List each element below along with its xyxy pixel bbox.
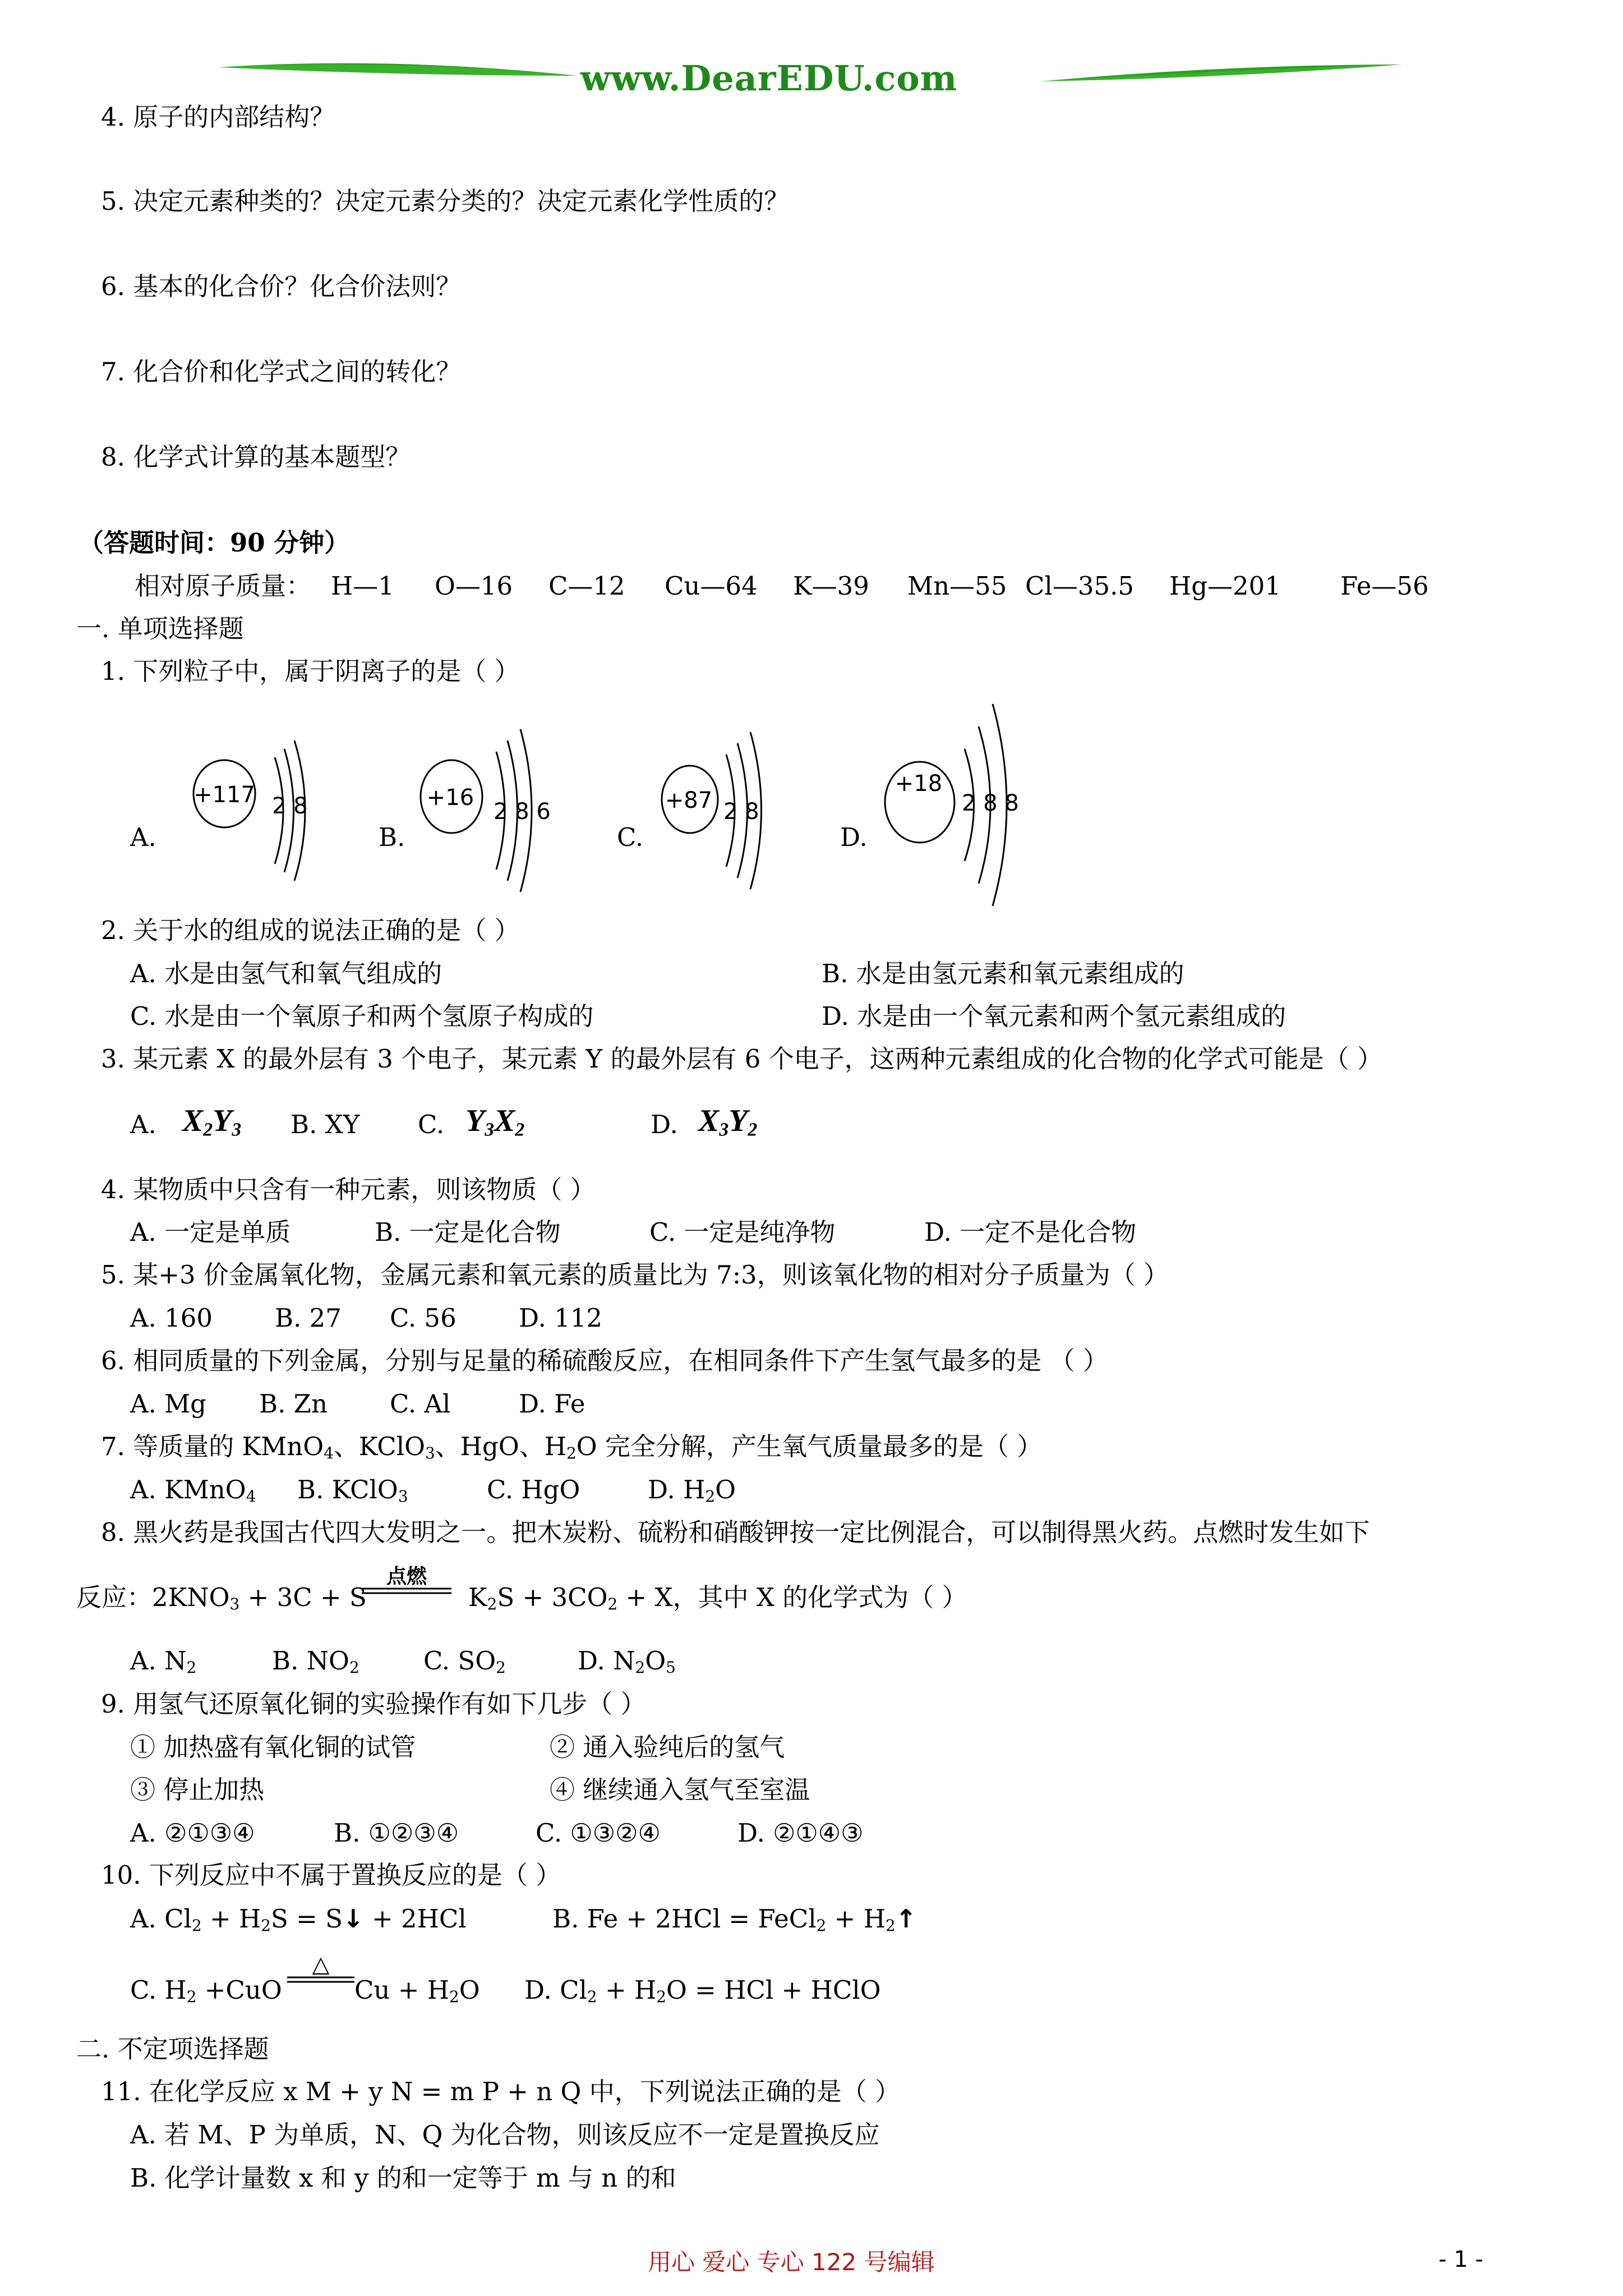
q7-option-d: D. $H_2O$ bbox=[648, 1475, 736, 1506]
q9-option-a: A. ②①③④ bbox=[130, 1818, 255, 1848]
q7-stem: 7. 等质量的 KMnO$_4$、KClO$_3$、HgO、$H_2O$ 完全分解，产生氧气质量最多的是（ ） bbox=[101, 1432, 1043, 1463]
svg-text:点燃: 点燃 bbox=[386, 1565, 427, 1588]
atomic-mass-item: Cl—35.5 bbox=[1025, 571, 1135, 601]
q3-option-c-formula: Y3X2 bbox=[465, 1103, 525, 1140]
q5-option-b: B. 27 bbox=[275, 1303, 342, 1333]
q6-option-a: A. Mg bbox=[130, 1389, 206, 1419]
svg-text:+18: +18 bbox=[895, 771, 943, 797]
q6-stem: 6. 相同质量的下列金属，分别与足量的稀硫酸反应，在相同条件下产生氢气最多的是 （ ） bbox=[101, 1346, 1108, 1375]
site-logo-text: www.DearEDU.com bbox=[580, 58, 958, 99]
q9-option-c: C. ①③②④ bbox=[536, 1818, 661, 1848]
atomic-mass-item: Cu—64 bbox=[665, 571, 758, 601]
q9-step-2: ② 通入验纯后的氢气 bbox=[550, 1732, 785, 1762]
atomic-mass-item: H—1 bbox=[331, 571, 394, 601]
q6-option-d: D. Fe bbox=[519, 1389, 585, 1419]
q1-atom-c-diagram bbox=[653, 721, 799, 903]
q4-option-b: B. 一定是化合物 bbox=[375, 1217, 561, 1247]
q3-option-a-formula: X2Y3 bbox=[182, 1103, 242, 1140]
q9-option-b: B. ①②③④ bbox=[334, 1818, 459, 1848]
q1-atom-d-diagram bbox=[872, 693, 1057, 914]
q1-atom-b-diagram bbox=[415, 718, 583, 905]
q10-stem: 10. 下列反应中不属于置换反应的是（ ） bbox=[101, 1860, 561, 1890]
atomic-masses-label: 相对原子质量： bbox=[135, 571, 312, 601]
q10-option-b: B. Fe + 2HCl = FeCl$_2$ + $H_2↑$ bbox=[552, 1904, 917, 1935]
svg-text:2 8: 2 8 bbox=[272, 793, 308, 819]
q9-step-1: ① 加热盛有氧化铜的试管 bbox=[130, 1732, 416, 1762]
atomic-mass-item: C—12 bbox=[548, 571, 625, 601]
q2-stem: 2. 关于水的组成的说法正确的是（ ） bbox=[101, 915, 520, 945]
q5-option-c: C. 56 bbox=[390, 1303, 457, 1333]
footer-note: 用心 爱心 专心 122 号编辑 bbox=[648, 2248, 935, 2276]
q2-option-a: A. 水是由氢气和氧气组成的 bbox=[130, 959, 442, 988]
q7-option-a: A. KMnO$_4$ bbox=[130, 1475, 256, 1506]
atomic-mass-item: K—39 bbox=[793, 571, 869, 601]
q7-option-c: C. HgO bbox=[487, 1475, 580, 1504]
svg-text:+16: +16 bbox=[426, 785, 474, 811]
svg-text:+117: +117 bbox=[193, 782, 255, 808]
q5-option-a: A. 160 bbox=[130, 1303, 213, 1333]
atomic-mass-item: Hg—201 bbox=[1169, 571, 1281, 601]
q11-stem: 11. 在化学反应 x M + y N = m P + n Q 中，下列说法正确的是（ ） bbox=[101, 2077, 901, 2106]
q9-option-d: D. ②①④③ bbox=[737, 1818, 864, 1848]
q4-option-d: D. 一定不是化合物 bbox=[924, 1217, 1137, 1247]
q3-option-d-formula: X3Y2 bbox=[698, 1103, 758, 1140]
q1-option-c-label: C. bbox=[617, 822, 644, 852]
review-q4: 4. 原子的内部结构？ bbox=[101, 102, 335, 132]
section-title-multi-choice: 二. 不定项选择题 bbox=[76, 2034, 269, 2064]
q6-option-b: B. Zn bbox=[259, 1389, 328, 1419]
section-title-single-choice: 一. 单项选择题 bbox=[76, 614, 244, 643]
q8-option-c: C. $SO_2$ bbox=[423, 1646, 506, 1677]
q4-option-c: C. 一定是纯净物 bbox=[649, 1217, 836, 1247]
time-note: （答题时间：90 分钟） bbox=[79, 528, 350, 558]
q3-option-a-label: A. bbox=[130, 1110, 156, 1139]
q8-option-d: D. $N_2O_5$ bbox=[578, 1646, 676, 1677]
atomic-mass-item: O—16 bbox=[435, 571, 513, 601]
q10-option-d: D. $Cl_2 + H_2O$ = HCl + HClO bbox=[524, 1975, 881, 2007]
q4-stem: 4. 某物质中只含有一种元素，则该物质（ ） bbox=[101, 1175, 596, 1204]
q9-step-4: ④ 继续通入氢气至室温 bbox=[550, 1775, 810, 1805]
q10-option-c-right: $Cu + H_2O$ bbox=[354, 1975, 480, 2007]
atomic-mass-item: Mn—55 bbox=[907, 571, 1007, 601]
q9-step-3: ③ 停止加热 bbox=[130, 1775, 265, 1805]
q8-option-a: A. $N_2$ bbox=[130, 1646, 197, 1677]
page-number: - 1 - bbox=[1438, 2247, 1483, 2272]
q3-stem: 3. 某元素 X 的最外层有 3 个电子，某元素 Y 的最外层有 6 个电子，这两种元素组成的化合物的化学式可能是（ ） bbox=[101, 1044, 1382, 1074]
svg-text:△: △ bbox=[312, 1952, 330, 1977]
q10-option-c-left: C. $H_2 +CuO$ bbox=[130, 1975, 282, 2007]
q2-option-c: C. 水是由一个氧原子和两个氢原子构成的 bbox=[130, 1001, 594, 1031]
svg-text:2 8 8: 2 8 8 bbox=[962, 790, 1019, 816]
q8-equation-right: $K_2S + 3CO_2 + X$，其中 X 的化学式为（ ） bbox=[468, 1582, 967, 1614]
q3-option-d-label: D. bbox=[651, 1110, 678, 1139]
q5-option-d: D. 112 bbox=[519, 1303, 602, 1333]
q11-option-a: A. 若 M、P 为单质，N、Q 为化合物，则该反应不一定是置换反应 bbox=[130, 2120, 880, 2150]
q10-option-a: A. $Cl_2 + H_2S$ = S↓ + 2HCl bbox=[130, 1904, 467, 1935]
review-q5: 5. 决定元素种类的？决定元素分类的？决定元素化学性质的？ bbox=[101, 186, 790, 216]
q5-stem: 5. 某+3 价金属氧化物，金属元素和氧元素的质量比为 7:3，则该氧化物的相对分子质量为（ ） bbox=[101, 1260, 1169, 1290]
q3-option-c-label: C. bbox=[418, 1110, 445, 1139]
atomic-mass-item: Fe—56 bbox=[1340, 571, 1429, 601]
svg-text:2 8 6: 2 8 6 bbox=[494, 799, 551, 825]
svg-text:2 8: 2 8 bbox=[723, 799, 759, 825]
q7-option-b: B. KClO$_3$ bbox=[297, 1475, 408, 1506]
q11-option-b: B. 化学计量数 x 和 y 的和一定等于 m 与 n 的和 bbox=[130, 2163, 676, 2193]
q10-heat-condition-arrow bbox=[287, 1949, 354, 1996]
q4-option-a: A. 一定是单质 bbox=[130, 1217, 291, 1247]
review-q7: 7. 化合价和化学式之间的转化？ bbox=[101, 357, 462, 386]
q1-option-a-label: A. bbox=[130, 822, 156, 852]
q1-stem: 1. 下列粒子中，属于阴离子的是（ ） bbox=[101, 656, 520, 686]
q1-atom-a-diagram bbox=[182, 729, 328, 894]
q1-option-d-label: D. bbox=[840, 822, 868, 852]
review-q6: 6. 基本的化合价？化合价法则？ bbox=[101, 272, 462, 301]
q1-option-b-label: B. bbox=[379, 822, 405, 852]
svg-text:+87: +87 bbox=[665, 788, 713, 813]
q2-option-b: B. 水是由氢元素和氧元素组成的 bbox=[822, 959, 1184, 988]
review-q8: 8. 化学式计算的基本题型？ bbox=[101, 442, 411, 472]
header-banner bbox=[219, 53, 1402, 98]
q6-option-c: C. Al bbox=[390, 1389, 451, 1419]
q8-stem: 8. 黑火药是我国古代四大发明之一。把木炭粉、硫粉和硝酸钾按一定比例混合，可以制得黑火药。点燃时发生如下 bbox=[101, 1517, 1370, 1547]
q8-reaction-condition-arrow bbox=[362, 1565, 451, 1612]
q8-equation-left: 反应：$2KNO_3 + 3C + S$ bbox=[76, 1582, 367, 1614]
q9-stem: 9. 用氢气还原氧化铜的实验操作有如下几步（ ） bbox=[101, 1689, 646, 1719]
q8-option-b: B. $NO_2$ bbox=[272, 1646, 359, 1677]
q3-option-b: B. XY bbox=[291, 1110, 360, 1139]
q2-option-d: D. 水是由一个氧元素和两个氢元素组成的 bbox=[822, 1001, 1287, 1031]
